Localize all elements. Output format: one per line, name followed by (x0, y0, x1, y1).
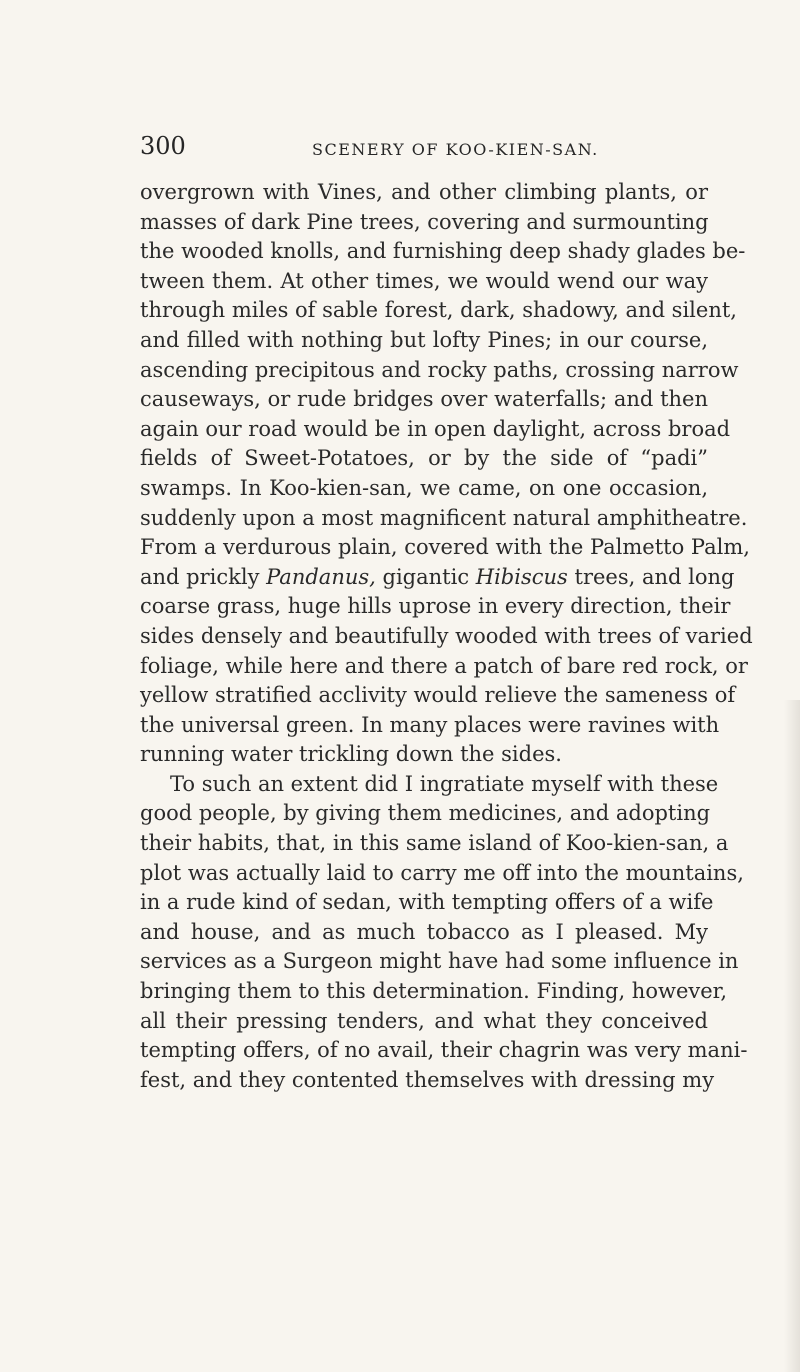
text-line: plot was actually laid to carry me off into the mountains, (140, 860, 744, 885)
text-line: ascending precipitous and rocky paths, crossing narrow (140, 357, 739, 382)
text-line: fest, and they contented themselves with dressing my (140, 1067, 715, 1092)
text-line: the wooded knolls, and furnishing deep shady glades be- (140, 239, 746, 264)
text-line: suddenly upon a most magnificent natural amphitheatre. (140, 505, 748, 530)
text-line-italic-terms (140, 563, 735, 593)
text-line: and filled with nothing but lofty Pines; in our course, (140, 327, 708, 352)
text-line: in a rude kind of sedan, with tempting offers of a wife (140, 890, 714, 915)
running-head: SCENERY OF KOO-KIEN-SAN. (312, 140, 599, 159)
body-text (140, 178, 753, 1095)
text-line: sides densely and beautifully wooded with trees of varied (140, 623, 753, 648)
italic-term-pandanus: Pandanus, (266, 564, 376, 589)
text-line: causeways, or rude bridges over waterfalls; and then (140, 387, 708, 412)
page-edge-shadow (784, 700, 800, 1372)
text-line: foliage, while here and there a patch of bare red rock, or (140, 653, 748, 678)
text-line: coarse grass, huge hills uprose in every direction, their (140, 594, 731, 619)
text-line: all their pressing tenders, and what they conceived (140, 1008, 708, 1033)
text-line: masses of dark Pine trees, covering and surmounting (140, 209, 709, 234)
text-line: swamps. In Koo-kien-san, we came, on one occasion, (140, 475, 708, 500)
paragraph-start-line: To such an extent did I ingratiate myself with these (170, 771, 719, 796)
text-line: and house, and as much tobacco as I pleased. My (140, 919, 708, 944)
text-line: running water trickling down the sides. (140, 742, 562, 767)
page-number: 300 (140, 132, 186, 160)
text-line: yellow stratified acclivity would relieve the sameness of (140, 683, 736, 708)
text-line: bringing them to this determination. Finding, however, (140, 979, 728, 1004)
text-line: From a verdurous plain, covered with the Palmetto Palm, (140, 535, 750, 560)
page-header (140, 132, 708, 166)
text-line: their habits, that, in this same island of Koo-kien-san, a (140, 831, 729, 856)
text-line: overgrown with Vines, and other climbing plants, or (140, 180, 708, 204)
text-segment: and prickly (140, 564, 260, 589)
text-line: services as a Surgeon might have had some influence in (140, 949, 739, 974)
text-segment: trees, and long (574, 564, 735, 589)
text-line: good people, by giving them medicines, and adopting (140, 801, 711, 826)
text-line: tempting offers, of no avail, their chagrin was very mani- (140, 1038, 748, 1063)
italic-term-hibiscus: Hibiscus (475, 564, 568, 589)
text-segment: gigantic (382, 564, 470, 589)
text-line: tween them. At other times, we would wend our way (140, 268, 708, 293)
text-line: again our road would be in open daylight, across broad (140, 416, 731, 441)
text-line: fields of Sweet-Potatoes, or by the side of “padi” (140, 446, 708, 471)
text-line: through miles of sable forest, dark, shadowy, and silent, (140, 298, 737, 323)
text-line: the universal green. In many places were ravines with (140, 712, 720, 737)
